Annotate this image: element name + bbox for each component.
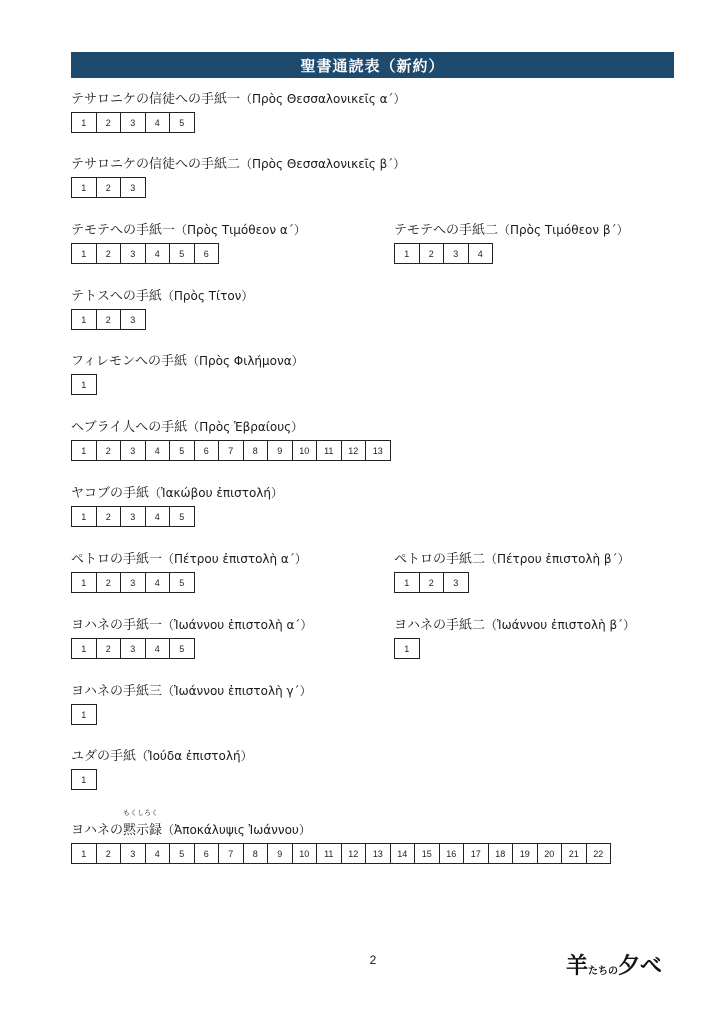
chapter-checkbox[interactable]: 7	[218, 440, 244, 461]
book-name-japanese: ペトロの手紙二	[394, 552, 486, 567]
book-name-japanese: ヘブライ人への手紙	[71, 420, 188, 435]
book-name-japanese: テサロニケの信徒への手紙一	[71, 92, 241, 107]
book-name-greek: （Πρὸς Τίτον）	[161, 289, 254, 303]
book-title	[71, 90, 406, 108]
chapter-checkbox[interactable]: 1	[71, 440, 97, 461]
chapter-checkbox[interactable]: 19	[512, 843, 538, 864]
chapter-checkbox[interactable]: 8	[243, 843, 269, 864]
chapter-checkbox[interactable]: 9	[267, 440, 293, 461]
chapter-checklist	[394, 638, 635, 659]
book-name-greek: （Πρὸς Ἑβραίους）	[187, 420, 304, 434]
logo-text-evening: 夕べ	[618, 954, 663, 979]
chapter-checkbox[interactable]: 8	[243, 440, 269, 461]
chapter-checkbox[interactable]: 1	[71, 243, 97, 264]
chapter-checkbox[interactable]: 2	[96, 177, 122, 198]
book-title	[71, 616, 312, 634]
book-title	[394, 550, 630, 568]
book-entry	[71, 90, 406, 133]
chapter-checkbox[interactable]: 5	[169, 506, 195, 527]
chapter-checkbox[interactable]: 2	[96, 638, 122, 659]
book-name-greek: （Ἰακώβου ἐπιστολή）	[149, 486, 284, 500]
chapter-checklist	[71, 843, 611, 864]
book-name-japanese: ヨハネの黙示録	[71, 823, 163, 838]
book-title	[394, 616, 635, 634]
chapter-checkbox[interactable]: 1	[71, 309, 97, 330]
book-entry	[71, 747, 253, 790]
chapter-checkbox[interactable]: 1	[71, 572, 97, 593]
book-title	[71, 747, 253, 765]
chapter-checkbox[interactable]: 2	[96, 572, 122, 593]
book-name-greek: （Ἰωάννου ἐπιστολὴ α´）	[162, 618, 313, 632]
book-title	[71, 484, 283, 502]
chapter-checkbox[interactable]: 2	[96, 243, 122, 264]
chapter-checkbox[interactable]: 2	[96, 440, 122, 461]
chapter-checkbox[interactable]: 17	[463, 843, 489, 864]
chapter-checklist	[71, 704, 312, 725]
chapter-checkbox[interactable]: 13	[365, 440, 391, 461]
logo-text-tachino: たちの	[588, 966, 619, 977]
book-title	[71, 550, 307, 568]
chapter-checklist	[71, 177, 405, 198]
book-name-greek: （Πρὸς Θεσσαλονικεῖς α´）	[240, 92, 406, 106]
chapter-checkbox[interactable]: 11	[316, 440, 342, 461]
chapter-checkbox[interactable]: 18	[488, 843, 514, 864]
logo-text-sheep: 羊	[566, 954, 589, 979]
chapter-checkbox[interactable]: 4	[145, 638, 171, 659]
chapter-checkbox[interactable]: 1	[71, 112, 97, 133]
book-name-japanese: ヨハネの手紙三	[71, 684, 163, 699]
chapter-checkbox[interactable]: 3	[120, 112, 146, 133]
chapter-checkbox[interactable]: 11	[316, 843, 342, 864]
chapter-checklist	[71, 112, 406, 133]
book-entry	[71, 809, 611, 864]
book-title	[394, 221, 629, 239]
book-name-japanese: テモテへの手紙二	[394, 223, 499, 238]
book-name-greek: （Πρὸς Θεσσαλονικεῖς β´）	[240, 157, 406, 171]
book-name-japanese: ヨハネの手紙二	[394, 618, 486, 633]
book-title	[71, 682, 312, 700]
book-name-greek: （Πέτρου ἐπιστολὴ α´）	[162, 552, 307, 566]
chapter-checkbox[interactable]: 21	[561, 843, 587, 864]
chapter-checkbox[interactable]: 1	[71, 374, 97, 395]
book-entry	[394, 221, 629, 264]
chapter-checkbox[interactable]: 3	[120, 309, 146, 330]
book-entry	[71, 221, 306, 264]
book-entry	[394, 616, 635, 659]
book-name-japanese: テトスへの手紙	[71, 289, 162, 304]
chapter-checkbox[interactable]: 4	[468, 243, 494, 264]
chapter-checkbox[interactable]: 2	[419, 572, 445, 593]
chapter-checkbox[interactable]: 5	[169, 112, 195, 133]
chapter-checklist	[71, 638, 312, 659]
chapter-checkbox[interactable]: 12	[341, 440, 367, 461]
book-title	[71, 287, 253, 305]
book-entry	[71, 287, 253, 330]
chapter-checkbox[interactable]: 20	[537, 843, 563, 864]
chapter-checkbox[interactable]: 6	[194, 843, 220, 864]
book-entry	[71, 550, 307, 593]
chapter-checkbox[interactable]: 22	[586, 843, 612, 864]
chapter-checkbox[interactable]: 4	[145, 506, 171, 527]
book-name-japanese: ヤコブの手紙	[71, 486, 150, 501]
chapter-checkbox[interactable]: 5	[169, 843, 195, 864]
chapter-checkbox[interactable]: 2	[96, 309, 122, 330]
chapter-checkbox[interactable]: 10	[292, 440, 318, 461]
chapter-checkbox[interactable]: 12	[341, 843, 367, 864]
brand-logo	[566, 950, 662, 980]
book-name-greek: （Ἰωάννου ἐπιστολὴ γ´）	[162, 684, 312, 698]
book-entry	[394, 550, 630, 593]
chapter-checkbox[interactable]: 3	[120, 440, 146, 461]
book-name-japanese: ヨハネの手紙一	[71, 618, 163, 633]
chapter-checklist	[71, 769, 253, 790]
chapter-checklist	[71, 506, 283, 527]
page-number: 2	[369, 953, 377, 967]
ruby-annotation: もくしろく	[123, 809, 158, 817]
chapter-checkbox[interactable]: 2	[96, 506, 122, 527]
chapter-checkbox[interactable]: 1	[394, 638, 420, 659]
chapter-checkbox[interactable]: 5	[169, 638, 195, 659]
chapter-checkbox[interactable]: 7	[218, 843, 244, 864]
chapter-checklist	[394, 243, 629, 264]
book-title	[71, 155, 405, 173]
book-name-japanese: テモテへの手紙一	[71, 223, 176, 238]
chapter-checkbox[interactable]: 16	[439, 843, 465, 864]
chapter-checkbox[interactable]: 15	[414, 843, 440, 864]
chapter-checkbox[interactable]: 5	[169, 440, 195, 461]
chapter-checklist	[71, 440, 391, 461]
chapter-checkbox[interactable]: 1	[394, 572, 420, 593]
book-name-greek: （Πρὸς Φιλήμονα）	[186, 354, 304, 368]
chapter-checkbox[interactable]: 2	[96, 112, 122, 133]
book-name-greek: （Πέτρου ἐπιστολὴ β´）	[485, 552, 630, 566]
chapter-checkbox[interactable]: 6	[194, 440, 220, 461]
chapter-checkbox[interactable]: 9	[267, 843, 293, 864]
chapter-checkbox[interactable]: 2	[419, 243, 445, 264]
chapter-checklist	[71, 374, 304, 395]
book-name-greek: （Πρὸς Τιμόθεον β´）	[498, 223, 629, 237]
book-title	[71, 221, 306, 239]
book-entry	[71, 418, 391, 461]
book-entry	[71, 155, 405, 198]
chapter-checkbox[interactable]: 3	[120, 177, 146, 198]
book-title	[71, 809, 611, 839]
chapter-checkbox[interactable]: 1	[71, 506, 97, 527]
book-entry	[71, 484, 283, 527]
chapter-checkbox[interactable]: 5	[169, 572, 195, 593]
chapter-checkbox[interactable]: 4	[145, 112, 171, 133]
chapter-checkbox[interactable]: 1	[71, 843, 97, 864]
book-name-japanese: ユダの手紙	[71, 749, 137, 764]
chapter-checkbox[interactable]: 1	[394, 243, 420, 264]
chapter-checkbox[interactable]: 14	[390, 843, 416, 864]
chapter-checkbox[interactable]: 1	[71, 638, 97, 659]
chapter-checkbox[interactable]: 4	[145, 572, 171, 593]
book-name-greek: （Ἀποκάλυψις Ἰωάννου）	[162, 823, 311, 837]
chapter-checkbox[interactable]: 3	[120, 843, 146, 864]
chapter-checklist	[71, 243, 306, 264]
book-name-japanese: フィレモンへの手紙	[71, 354, 187, 369]
chapter-checkbox[interactable]: 3	[443, 572, 469, 593]
chapter-checkbox[interactable]: 1	[71, 177, 97, 198]
chapter-checkbox[interactable]: 10	[292, 843, 318, 864]
page-title: 聖書通読表（新約）	[300, 56, 445, 75]
chapter-checklist	[71, 309, 253, 330]
chapter-checkbox[interactable]: 1	[71, 769, 97, 790]
book-name-japanese: ペトロの手紙一	[71, 552, 163, 567]
book-entry	[71, 616, 312, 659]
chapter-checkbox[interactable]: 3	[120, 638, 146, 659]
page-header	[71, 52, 674, 78]
book-name-japanese: テサロニケの信徒への手紙二	[71, 157, 241, 172]
book-title	[71, 352, 304, 370]
chapter-checkbox[interactable]: 5	[169, 243, 195, 264]
chapter-checklist	[394, 572, 630, 593]
chapter-checkbox[interactable]: 4	[145, 243, 171, 264]
chapter-checkbox[interactable]: 4	[145, 843, 171, 864]
book-entry	[71, 682, 312, 725]
chapter-checkbox[interactable]: 4	[145, 440, 171, 461]
book-name-greek: （Πρὸς Τιμόθεον α´）	[175, 223, 306, 237]
chapter-checkbox[interactable]: 3	[120, 243, 146, 264]
book-title	[71, 418, 391, 436]
chapter-checkbox[interactable]: 3	[120, 572, 146, 593]
chapter-checkbox[interactable]: 3	[443, 243, 469, 264]
chapter-checkbox[interactable]: 13	[365, 843, 391, 864]
chapter-checkbox[interactable]: 6	[194, 243, 220, 264]
chapter-checkbox[interactable]: 1	[71, 704, 97, 725]
book-entry	[71, 352, 304, 395]
chapter-checkbox[interactable]: 3	[120, 506, 146, 527]
book-name-greek: （Ἰούδα ἐπιστολή）	[136, 749, 253, 763]
chapter-checkbox[interactable]: 2	[96, 843, 122, 864]
book-name-greek: （Ἰωάννου ἐπιστολὴ β´）	[485, 618, 636, 632]
chapter-checklist	[71, 572, 307, 593]
